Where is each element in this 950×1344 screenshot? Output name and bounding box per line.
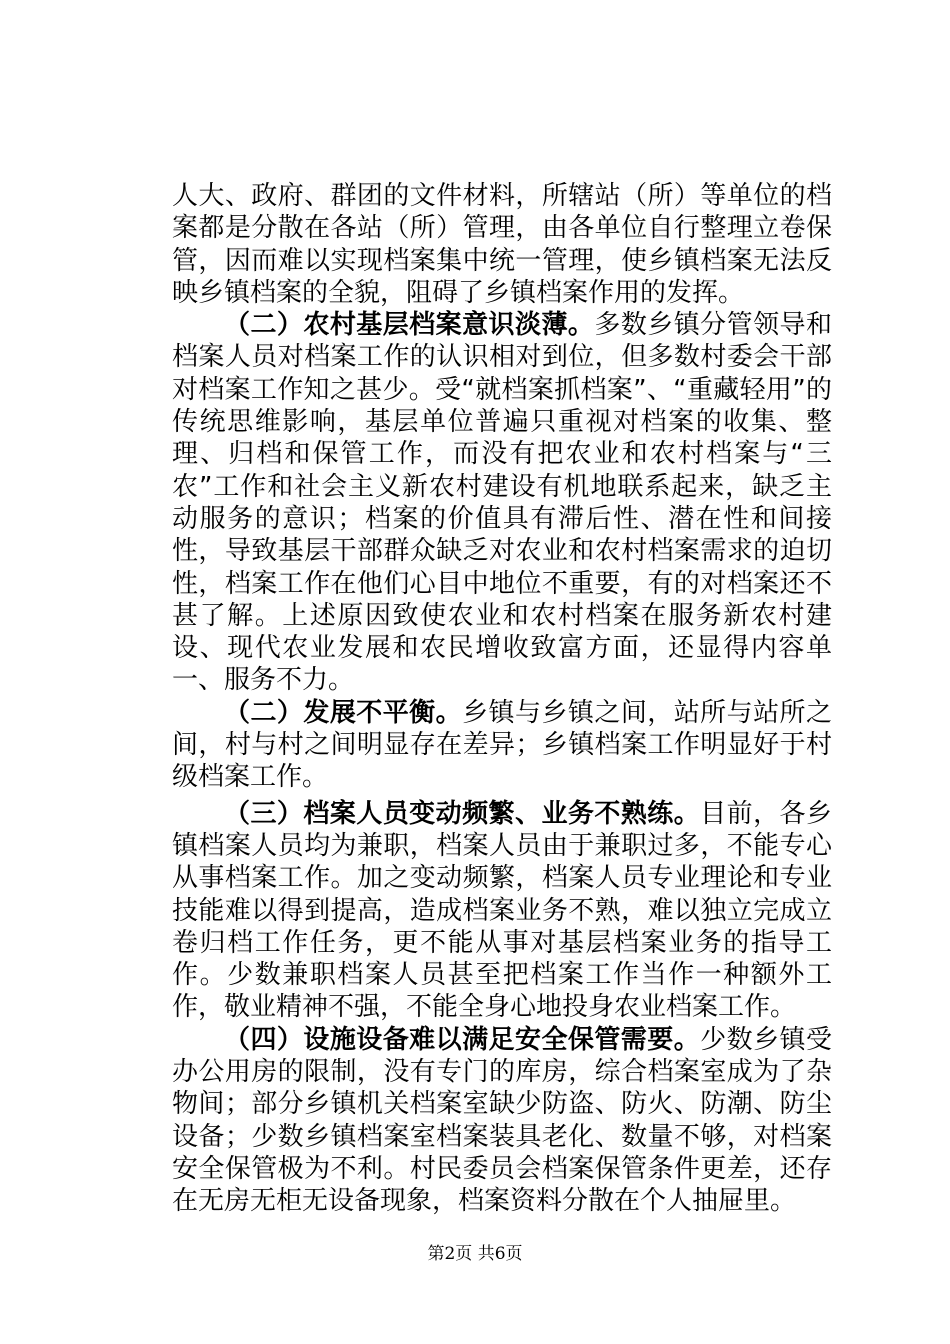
paragraph-4	[172, 798, 832, 1024]
paragraph-5	[172, 1024, 832, 1218]
paragraph-3-body: 乡镇与乡镇之间，站所与站所之间，村与村之间明显存在差异；乡镇档案工作明显好于村级档案工作。	[172, 697, 832, 793]
paragraph-2-body: 多数乡镇分管领导和档案人员对档案工作的认识相对到位，但多数村委会干部对档案工作知之甚少。受“就档案抓档案”、“重藏轻用”的传统思维影响，基层单位普遍只重视对档案的收集、整理、归档和保管工作，而没有把农业和农村档案与“三农”工作和社会主义新农村建设有机地联系起来，缺乏主动服务的意识；档案的价值具有滞后性、潜在性和间接性，导致基层干部群众缺乏对农业和农村档案需求的迫切性，档案工作在他们心目中地位不重要，有的对档案还不甚了解。上述原因致使农业和农村档案在服务新农村建设、现代农业发展和农民增收致富方面，还显得内容单一、服务不力。	[172, 310, 832, 696]
paragraph-1-body: 人大、政府、群团的文件材料，所辖站（所）等单位的档案都是分散在各站（所）管理，由各单位自行整理立卷保管，因而难以实现档案集中统一管理，使乡镇档案无法反映乡镇档案的全貌，阻碍了乡镇档案作用的发挥。	[172, 181, 832, 308]
paragraph-2-heading: （二）农村基层档案意识淡薄。	[224, 310, 595, 341]
paragraph-3-heading: （二）发展不平衡。	[224, 697, 463, 728]
paragraph-4-body: 目前，各乡镇档案人员均为兼职，档案人员由于兼职过多，不能专心从事档案工作。加之变动频繁，档案人员专业理论和专业技能难以得到提高，造成档案业务不熟，难以独立完成立卷归档工作任务，更不能从事对基层档案业务的指导工作。少数兼职档案人员甚至把档案工作当作一种额外工作，敬业精神不强，不能全身心地投身农业档案工作。	[172, 798, 832, 1023]
paragraph-5-heading: （四）设施设备难以满足安全保管需要。	[224, 1024, 701, 1055]
paragraph-3	[172, 697, 832, 794]
paragraph-5-body: 少数乡镇受办公用房的限制，没有专门的库房，综合档案室成为了杂物间；部分乡镇机关档案室缺少防盗、防火、防潮、防尘设备；少数乡镇档案室档案装具老化、数量不够，对档案安全保管极为不利。村民委员会档案保管条件更差，还存在无房无柜无设备现象，档案资料分散在个人抽屉里。	[172, 1024, 832, 1217]
paragraph-4-heading: （三）档案人员变动频繁、业务不熟练。	[224, 798, 701, 829]
paragraph-1	[172, 180, 832, 309]
page-number-footer: 第2页 共6页	[427, 1244, 523, 1264]
paragraph-2	[172, 309, 832, 697]
document-body	[172, 180, 832, 1218]
